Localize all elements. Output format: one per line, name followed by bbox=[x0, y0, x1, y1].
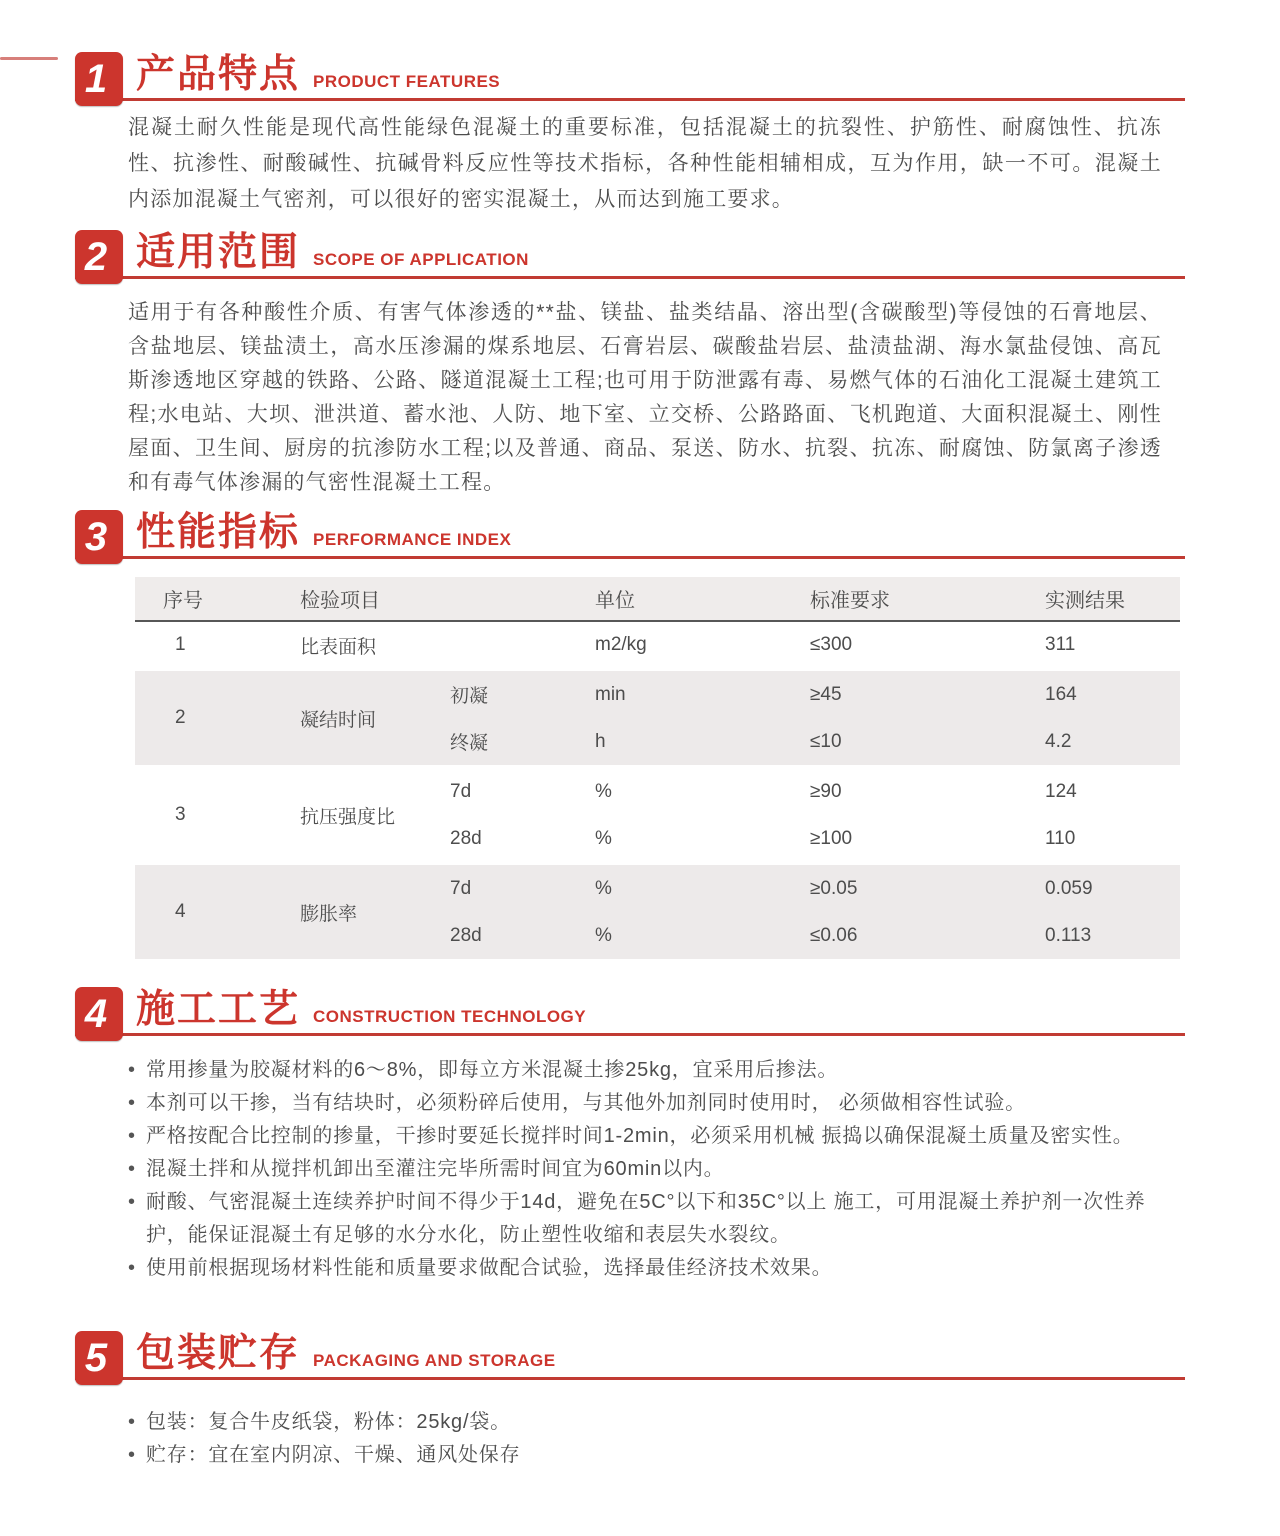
cell-result: 0.059 bbox=[1045, 877, 1093, 899]
col-header-no: 序号 bbox=[163, 590, 203, 612]
section5-number-badge: 5 bbox=[75, 1331, 123, 1385]
table-row-group-2 bbox=[135, 671, 1180, 765]
table-subrow bbox=[450, 671, 1180, 718]
cell-item: 抗压强度比 bbox=[300, 806, 396, 828]
table-row-group-4 bbox=[135, 865, 1180, 959]
section4-title-en: CONSTRUCTION TECHNOLOGY bbox=[313, 1007, 587, 1026]
list-item: • 耐酸、气密混凝土连续养护时间不得少于14d，避免在5C°以下和35C°以上 施工，可用混凝土养护剂一次性养护，能保证混凝土有足够的水分水化，防止塑性收缩和表层失水裂纹。 bbox=[128, 1186, 1170, 1252]
list-item: • 贮存：宜在室内阴凉、干燥、通风处保存 bbox=[128, 1439, 1170, 1472]
list-item: • 使用前根据现场材料性能和质量要求做配合试验，选择最佳经济技术效果。 bbox=[128, 1252, 1170, 1285]
cell-requirement: ≥45 bbox=[810, 683, 842, 705]
cell-unit: % bbox=[595, 877, 612, 899]
cell-requirement: ≤300 bbox=[810, 634, 853, 655]
section-scope-of-application bbox=[0, 230, 1280, 500]
bullet-dot-icon: • bbox=[128, 1444, 136, 1466]
cell-sub: 7d bbox=[450, 877, 472, 899]
table-subrow bbox=[450, 815, 1180, 862]
section1-number-badge: 1 bbox=[75, 52, 123, 106]
table-subrow bbox=[450, 622, 1180, 668]
section1-title-zh: 产品特点 bbox=[136, 53, 301, 96]
bullet-dot-icon: • bbox=[128, 1092, 136, 1114]
cell-unit: % bbox=[595, 827, 612, 849]
cell-requirement: ≤10 bbox=[810, 730, 842, 752]
section1-title-en: PRODUCT FEATURES bbox=[313, 72, 501, 91]
cell-item: 膨胀率 bbox=[300, 903, 358, 925]
table-subrow bbox=[450, 912, 1180, 959]
cell-no: 4 bbox=[175, 901, 186, 922]
col-header-unit: 单位 bbox=[595, 590, 635, 612]
cell-no: 3 bbox=[175, 804, 186, 825]
section2-paragraph: 适用于有各种酸性介质、有害气体渗透的**盐、镁盐、盐类结晶、溶出型(含碳酸型)等侵蚀的石膏地层、含盐地层、镁盐渍土，高水压渗漏的煤系地层、石膏岩层、碳酸盐岩层、盐渍盐湖、海水氯盐侵蚀、高瓦斯渗透地区穿越的铁路、公路、隧道混凝土工程;也可用于防泄露有毒、易燃气体的石油化工混凝土建筑工程;水电站、大坝、泄洪道、蓄水池、人防、地下室、立交桥、公路路面、飞机跑道、大面积混凝土、刚性屋面、卫生间、厨房的抗渗防水工程;以及普通、商品、泵送、防水、抗裂、抗冻、耐腐蚀、防氯离子渗透和有毒气体渗漏的气密性混凝土工程。 bbox=[128, 301, 1162, 494]
cell-unit: min bbox=[595, 683, 626, 705]
section2-number-badge: 2 bbox=[75, 230, 123, 284]
cell-requirement: ≥0.05 bbox=[810, 877, 858, 899]
cell-result: 110 bbox=[1045, 827, 1076, 849]
cell-sub: 终凝 bbox=[450, 733, 489, 754]
section1-header bbox=[75, 52, 1185, 101]
section3-title-en: PERFORMANCE INDEX bbox=[313, 530, 512, 549]
cell-no: 2 bbox=[175, 707, 186, 728]
table-header-row bbox=[135, 577, 1180, 622]
col-header-requirement: 标准要求 bbox=[810, 590, 890, 612]
cell-requirement: ≥100 bbox=[810, 827, 853, 849]
cell-sub: 28d bbox=[450, 924, 482, 946]
section1-paragraph: 混凝土耐久性能是现代高性能绿色混凝土的重要标准，包括混凝土的抗裂性、护筋性、耐腐蚀性、抗冻性、抗渗性、耐酸碱性、抗碱骨料反应性等技术指标，各种性能相辅相成，互为作用，缺一不可。混凝土内添加混凝土气密剂，可以很好的密实混凝土，从而达到施工要求。 bbox=[128, 116, 1162, 211]
section5-header bbox=[75, 1331, 1185, 1380]
cell-unit: % bbox=[595, 780, 612, 802]
section3-header bbox=[75, 510, 1185, 559]
cell-sub: 初凝 bbox=[450, 686, 489, 707]
cell-unit: h bbox=[595, 730, 606, 752]
cell-requirement: ≤0.06 bbox=[810, 924, 858, 946]
list-item: • 包装：复合牛皮纸袋，粉体：25kg/袋。 bbox=[128, 1406, 1170, 1439]
list-item: • 混凝土拌和从搅拌机卸出至灌注完毕所需时间宜为60min以内。 bbox=[128, 1153, 1170, 1186]
bullet-dot-icon: • bbox=[128, 1125, 136, 1147]
section4-number-badge: 4 bbox=[75, 987, 123, 1041]
cell-result: 4.2 bbox=[1045, 730, 1072, 752]
cell-requirement: ≥90 bbox=[810, 780, 842, 802]
col-header-item: 检验项目 bbox=[300, 590, 380, 612]
packaging-bullet-list bbox=[128, 1406, 1170, 1472]
bullet-dot-icon: • bbox=[128, 1257, 136, 1279]
section2-title-zh: 适用范围 bbox=[136, 231, 301, 274]
cell-sub: 7d bbox=[450, 780, 472, 802]
list-item: • 本剂可以干掺，当有结块时，必须粉碎后使用，与其他外加剂同时使用时， 必须做相容性试验。 bbox=[128, 1087, 1170, 1120]
section5-title-zh: 包装贮存 bbox=[136, 1332, 301, 1375]
performance-table bbox=[135, 577, 1180, 959]
cell-unit: % bbox=[595, 924, 612, 946]
cell-result: 164 bbox=[1045, 683, 1077, 705]
col-header-result: 实测结果 bbox=[1045, 590, 1125, 612]
section2-header bbox=[75, 230, 1185, 279]
list-item: • 常用掺量为胶凝材料的6～8%，即每立方米混凝土掺25kg，宜采用后掺法。 bbox=[128, 1054, 1170, 1087]
table-row-group-1 bbox=[135, 622, 1180, 668]
top-left-red-line bbox=[0, 57, 58, 60]
cell-item: 比表面积 bbox=[300, 636, 377, 658]
section3-number-badge: 3 bbox=[75, 510, 123, 564]
cell-unit: m2/kg bbox=[595, 634, 647, 655]
bullet-dot-icon: • bbox=[128, 1411, 136, 1433]
table-subrow bbox=[450, 865, 1180, 912]
construction-bullet-list bbox=[128, 1054, 1170, 1285]
bullet-dot-icon: • bbox=[128, 1191, 136, 1213]
cell-result: 124 bbox=[1045, 780, 1077, 802]
section-packaging-and-storage bbox=[0, 1331, 1280, 1472]
bullet-dot-icon: • bbox=[128, 1059, 136, 1081]
list-item: • 严格按配合比控制的掺量，干掺时要延长搅拌时间1-2min，必须采用机械 振捣以确保混凝土质量及密实性。 bbox=[128, 1120, 1170, 1153]
cell-sub: 28d bbox=[450, 827, 482, 849]
section2-title-en: SCOPE OF APPLICATION bbox=[313, 250, 529, 269]
cell-item: 凝结时间 bbox=[300, 709, 377, 731]
bullet-dot-icon: • bbox=[128, 1158, 136, 1180]
section4-header bbox=[75, 987, 1185, 1036]
cell-result: 311 bbox=[1045, 634, 1076, 655]
cell-result: 0.113 bbox=[1045, 924, 1092, 946]
section-construction-technology bbox=[0, 987, 1280, 1285]
section-product-features bbox=[0, 52, 1280, 218]
cell-no: 1 bbox=[175, 634, 186, 655]
section-performance-index bbox=[0, 510, 1280, 959]
section5-title-en: PACKAGING AND STORAGE bbox=[313, 1351, 556, 1370]
table-subrow bbox=[450, 768, 1180, 815]
section4-title-zh: 施工工艺 bbox=[136, 988, 301, 1031]
table-row-group-3 bbox=[135, 768, 1180, 862]
table-subrow bbox=[450, 718, 1180, 765]
section3-title-zh: 性能指标 bbox=[136, 511, 301, 554]
